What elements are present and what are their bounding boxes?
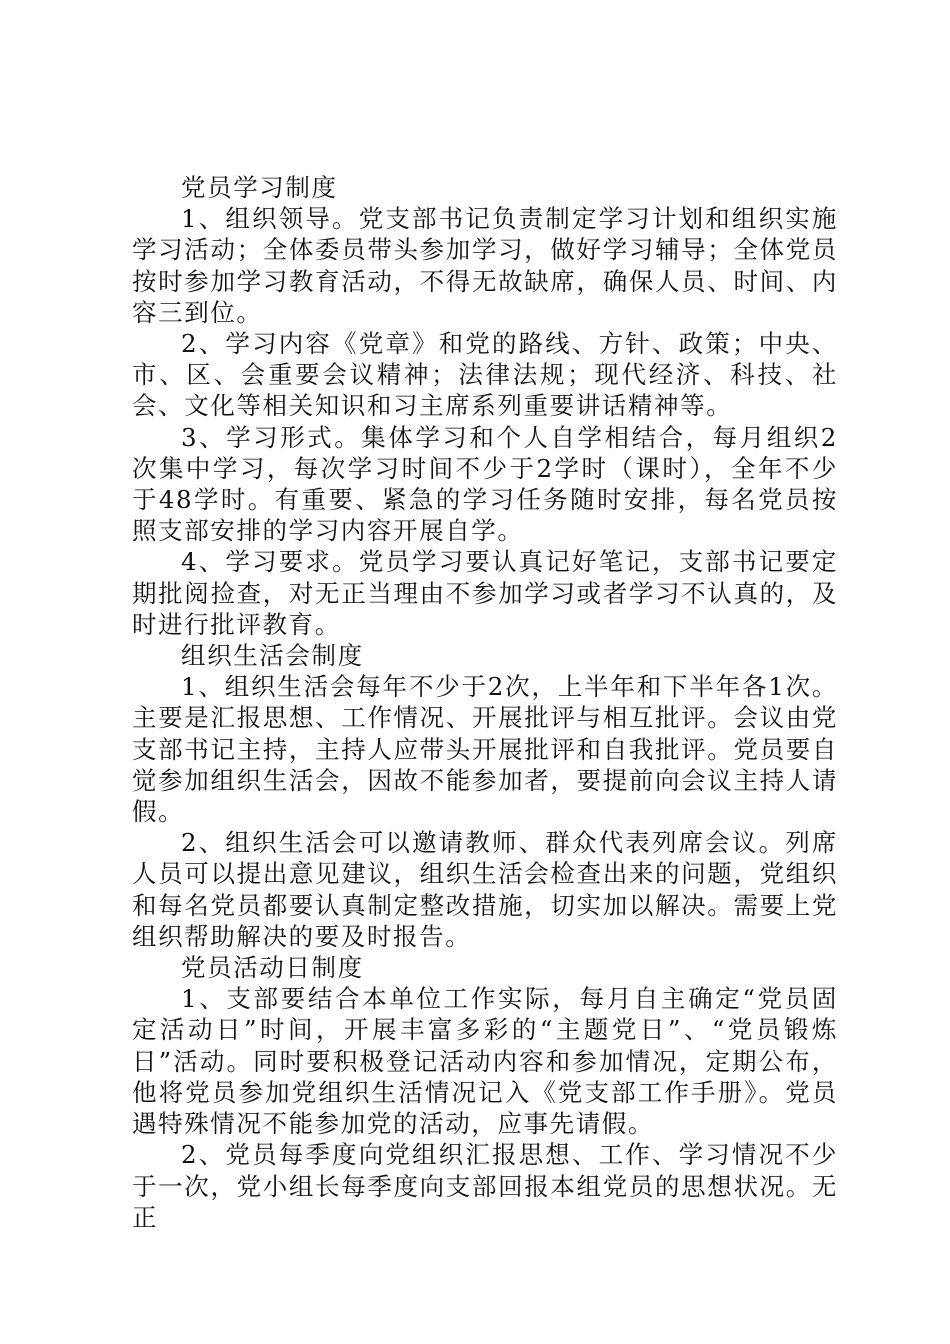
paragraph: 2、组织生活会可以邀请教师、群众代表列席会议。列席人员可以提出意见建议，组织生活会检查出来的问题，党组织和每名党员都要认真制定整改措施，切实加以解决。需要上党组织帮助解决的要及时报告。 — [132, 828, 838, 951]
paragraph: 3、学习形式。集体学习和个人自学相结合，每月组织2次集中学习，每次学习时间不少于2学时（课时），全年不少于48学时。有重要、紧急的学习任务随时安排，每名党员按照支部安排的学习内容开展自学。 — [132, 422, 838, 546]
paragraph: 1、支部要结合本单位工作实际，每月自主确定“党员固定活动日”时间，开展丰富多彩的“主题党日”、“党员锻炼日”活动。同时要积极登记活动内容和参加情况，定期公布，他将党员参加党组织生活情况记入《党支部工作手册》。党员遇特殊情况不能参加党的活动，应事先请假。 — [132, 984, 838, 1139]
section-life-meeting-system — [132, 640, 838, 952]
section-study-system — [132, 172, 838, 640]
document-body — [132, 172, 838, 1233]
paragraph: 2、学习内容《党章》和党的路线、方针、政策；中央、市、区、会重要会议精神；法律法规；现代经济、科技、社会、文化等相关知识和习主席系列重要讲话精神等。 — [132, 329, 838, 421]
section-activity-day-system — [132, 952, 838, 1233]
section-heading: 组织生活会制度 — [181, 641, 364, 671]
paragraph: 2、党员每季度向党组织汇报思想、工作、学习情况不少于一次，党小组长每季度向支部回报本组党员的思想状况。无正 — [132, 1140, 838, 1232]
paragraph: 4、学习要求。党员学习要认真记好笔记，支部书记要定期批阅捡查，对无正当理由不参加学习或者学习不认真的，及时进行批评教育。 — [132, 547, 838, 639]
paragraph: 1、组织领导。党支部书记负责制定学习计划和组织实施学习活动；全体委员带头参加学习，做好学习辅导；全体党员按时参加学习教育活动，不得无故缺席，确保人员、时间、内容三到位。 — [132, 204, 838, 327]
section-heading: 党员学习制度 — [181, 173, 338, 202]
paragraph: 1、组织生活会每年不少于2次，上半年和下半年各1次。主要是汇报思想、工作情况、开展批评与相互批评。会议由党支部书记主持，主持人应带头开展批评和自我批评。党员要自觉参加组织生活会，因故不能参加者，要提前向会议主持人请假。 — [132, 672, 838, 827]
section-heading: 党员活动日制度 — [181, 953, 364, 983]
